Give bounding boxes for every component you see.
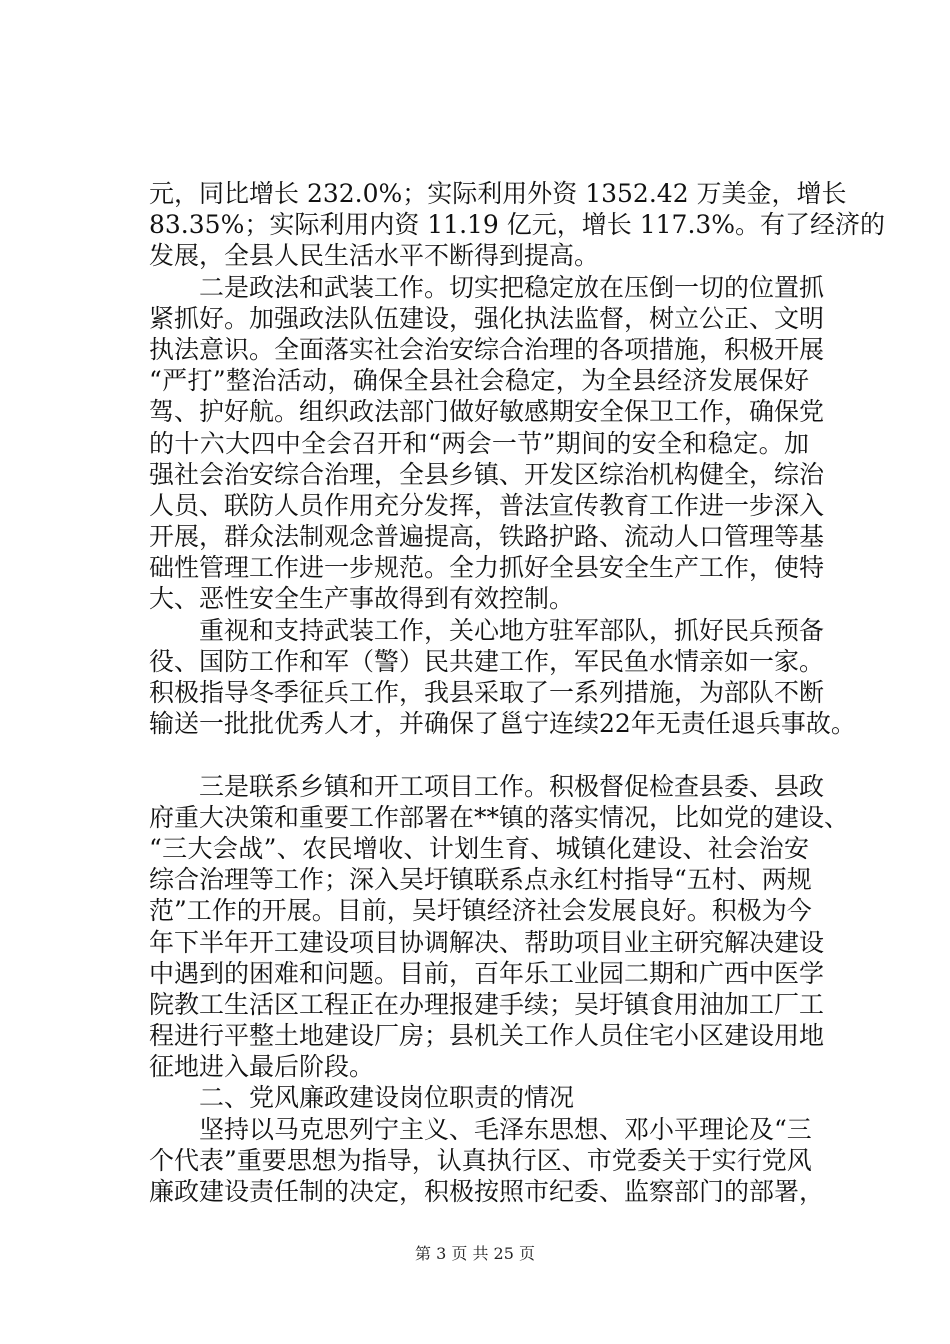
paragraph-2-line-3: 执法意识。全面落实社会治安综合治理的各项措施，积极开展 — [149, 334, 825, 364]
paragraph-6-line-2: 个代表”重要思想为指导，认真执行区、市党委关于实行党风 — [149, 1145, 812, 1175]
paragraph-spacer — [149, 739, 809, 770]
page-number: 第 3 页 共 25 页 — [415, 1244, 535, 1263]
paragraph-6-line-1: 坚持以马克思列宁主义、毛泽东思想、邓小平理论及“三 — [149, 1114, 812, 1144]
paragraph-2-line-2: 紧抓好。加强政法队伍建设，强化执法监督，树立公正、文明 — [149, 303, 825, 333]
paragraph-2-line-11: 大、恶性安全生产事故得到有效控制。 — [149, 584, 575, 614]
paragraph-4-line-2: 府重大决策和重要工作部署在**镇的落实情况，比如党的建设、 — [149, 802, 850, 832]
paragraph-3-line-3: 积极指导冬季征兵工作，我县采取了一系列措施，为部队不断 — [149, 678, 825, 707]
document-body — [149, 178, 886, 1207]
paragraph-2-line-10: 础性管理工作进一步规范。全力抓好全县安全生产工作，使特 — [149, 553, 825, 583]
paragraph-4-line-4: 综合治理等工作；深入吴圩镇联系点永红村指导“五村、两规 — [149, 865, 812, 895]
paragraph-4-line-1: 三是联系乡镇和开工项目工作。积极督促检查县委、县政 — [149, 771, 825, 801]
paragraph-2-line-6: 的十六大四中全会召开和“两会一节”期间的安全和稳定。加 — [149, 428, 809, 458]
paragraph-2-line-7: 强社会治安综合治理，全县乡镇、开发区综治机构健全，综治 — [149, 459, 825, 489]
paragraph-4-line-5: 范”工作的开展。目前，吴圩镇经济社会发展良好。积极为今 — [149, 896, 812, 926]
paragraph-6-line-3: 廉政建设责任制的决定，积极按照市纪委、监察部门的部署， — [149, 1177, 825, 1206]
paragraph-2-line-4: “严打”整治活动，确保全县社会稳定，为全县经济发展保好 — [149, 366, 809, 396]
paragraph-1-line-1: 元，同比增长 232.0%；实际利用外资 1352.42 万美金，增长 — [149, 179, 847, 208]
paragraph-4-line-6: 年下半年开工建设项目协调解决、帮助项目业主研究解决建设 — [149, 927, 825, 957]
paragraph-4-line-10: 征地进入最后阶段。 — [149, 1052, 375, 1082]
page-footer — [0, 1244, 950, 1264]
paragraph-2-line-5: 驾、护好航。组织政法部门做好敏感期安全保卫工作，确保党 — [149, 397, 825, 427]
paragraph-2-line-8: 人员、联防人员作用充分发挥，普法宣传教育工作进一步深入 — [149, 490, 825, 520]
paragraph-2-line-1: 二是政法和武装工作。切实把稳定放在压倒一切的位置抓 — [149, 272, 825, 302]
paragraph-3-line-1: 重视和支持武装工作，关心地方驻军部队，抓好民兵预备 — [149, 615, 825, 645]
paragraph-1-line-2: 83.35%；实际利用内资 11.19 亿元，增长 117.3%。有了经济的 — [149, 210, 886, 240]
section-heading: 二、党风廉政建设岗位职责的情况 — [149, 1083, 575, 1113]
paragraph-4-line-9: 程进行平整土地建设厂房；县机关工作人员住宅小区建设用地 — [149, 1021, 825, 1051]
paragraph-1-line-3: 发展，全县人民生活水平不断得到提高。 — [149, 241, 600, 271]
paragraph-4-line-3: “三大会战”、农民增收、计划生育、城镇化建设、社会治安 — [149, 833, 809, 863]
paragraph-3-line-4: 输送一批批优秀人才，并确保了邕宁连续22年无责任退兵事故。 — [149, 709, 856, 739]
paragraph-2-line-9: 开展，群众法制观念普遍提高，铁路护路、流动人口管理等基 — [149, 522, 825, 552]
paragraph-3-line-2: 役、国防工作和军（警）民共建工作，军民鱼水情亲如一家。 — [149, 646, 825, 676]
paragraph-4-line-7: 中遇到的困难和问题。目前，百年乐工业园二期和广西中医学 — [149, 958, 825, 988]
paragraph-4-line-8: 院教工生活区工程正在办理报建手续；吴圩镇食用油加工厂工 — [149, 989, 825, 1019]
